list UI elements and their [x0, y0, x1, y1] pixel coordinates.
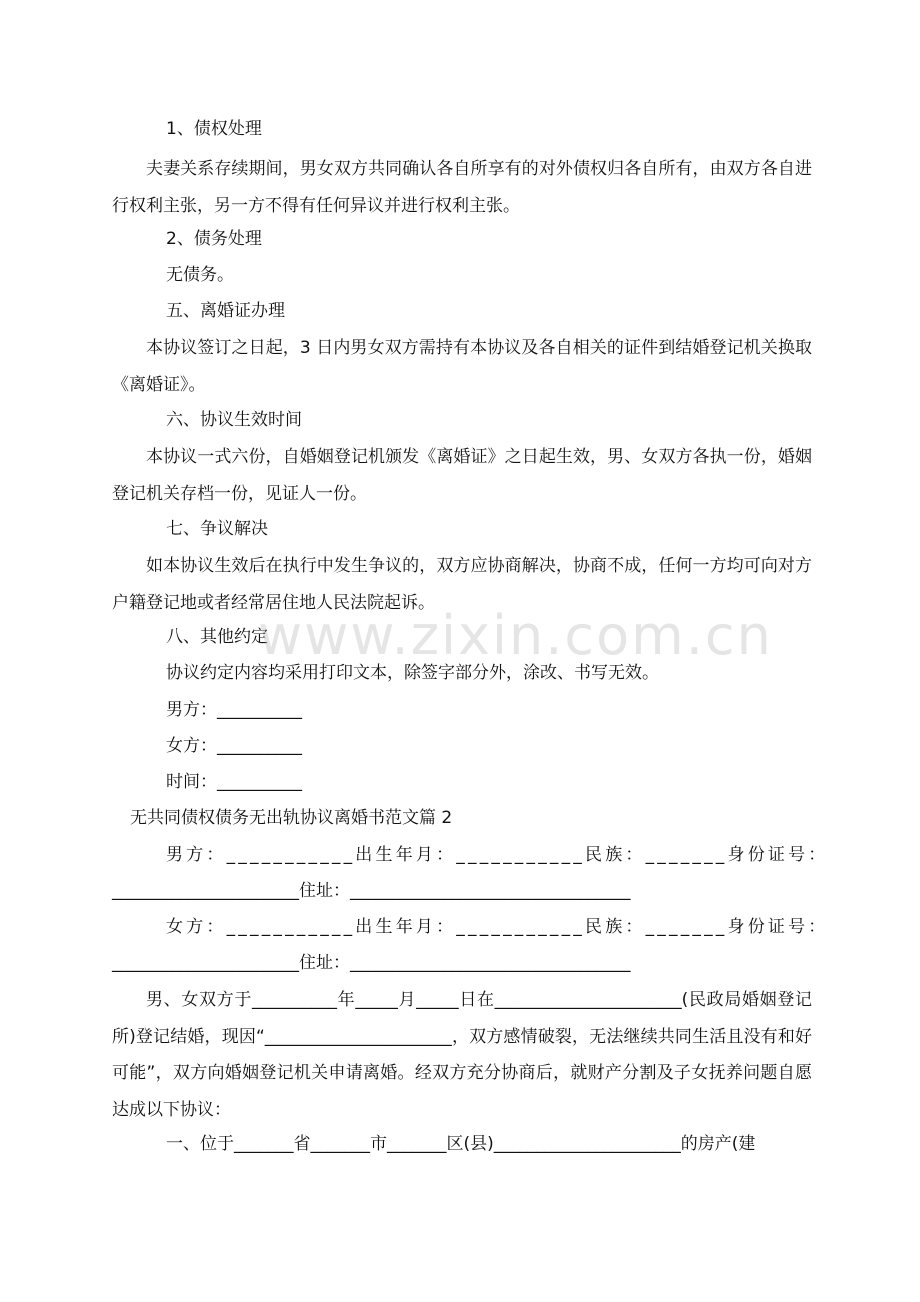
- paragraph-effective-time: 本协议一式六份，自婚姻登记机颁发《离婚证》之日起生效，男、女双方各执一份，婚姻登记机关存档一份，见证人一份。: [112, 447, 812, 504]
- article-2-title: 无共同债权债务无出轨协议离婚书范文篇 2: [130, 808, 453, 828]
- signature-time: 时间：__________: [166, 772, 302, 792]
- section-heading-debts: 2、债务处理: [166, 229, 262, 249]
- paragraph-dispute: 如本协议生效后在执行中发生争议的，双方应协商解决，协商不成，任何一方均可向对方户籍登记地或者经常居住地人民法院起诉。: [112, 556, 812, 613]
- paragraph-creditor-rights: 夫妻关系存续期间，男女双方共同确认各自所享有的对外债权归各自所有，由双方各自进行权利主张，另一方不得有任何异议并进行权利主张。: [112, 159, 812, 216]
- paragraph-other: 协议约定内容均采用打印文本，除签字部分外，涂改、书写无效。: [166, 663, 659, 683]
- section-heading-creditor-rights: 1、债权处理: [166, 119, 262, 139]
- watermark: www.zixin.com.cn: [258, 604, 773, 667]
- paragraph-debts: 无债务。: [166, 265, 234, 285]
- section-heading-effective-time: 六、协议生效时间: [166, 410, 302, 430]
- paragraph-divorce-certificate: 本协议签订之日起，3 日内男女双方需持有本协议及各自相关的证件到结婚登记机关换取《离婚证》。: [112, 338, 812, 395]
- signature-man: 男方：__________: [166, 700, 302, 720]
- section-heading-divorce-certificate: 五、离婚证办理: [166, 301, 285, 321]
- man-info-line-1: 男方：___________出生年月：___________民族：_______身份证号：: [166, 845, 829, 865]
- man-info-line-2: ______________________住址：_________________________________: [112, 881, 631, 901]
- woman-info-line-2: ______________________住址：_________________________________: [112, 953, 631, 973]
- signature-woman: 女方：__________: [166, 736, 302, 756]
- woman-info-line-1: 女方：___________出生年月：___________民族：_______身份证号：: [166, 917, 829, 937]
- section-heading-other: 八、其他约定: [166, 627, 268, 647]
- section-heading-dispute: 七、争议解决: [166, 519, 268, 539]
- paragraph-intro: 男、女双方于__________年_____月_____日在______________________(民政局婚姻登记所)登记结婚，现因“______________________，双方感情破裂，无法继续共同生活且没有和好可能”，双方向婚姻登记机关申请离婚。经双方充分协商后，就财产分割及子女抚养问题自愿达成以下协议：: [112, 990, 812, 1120]
- item-1-property-line: 一、位于_______省_______市_______区(县)______________________的房产(建: [166, 1134, 756, 1154]
